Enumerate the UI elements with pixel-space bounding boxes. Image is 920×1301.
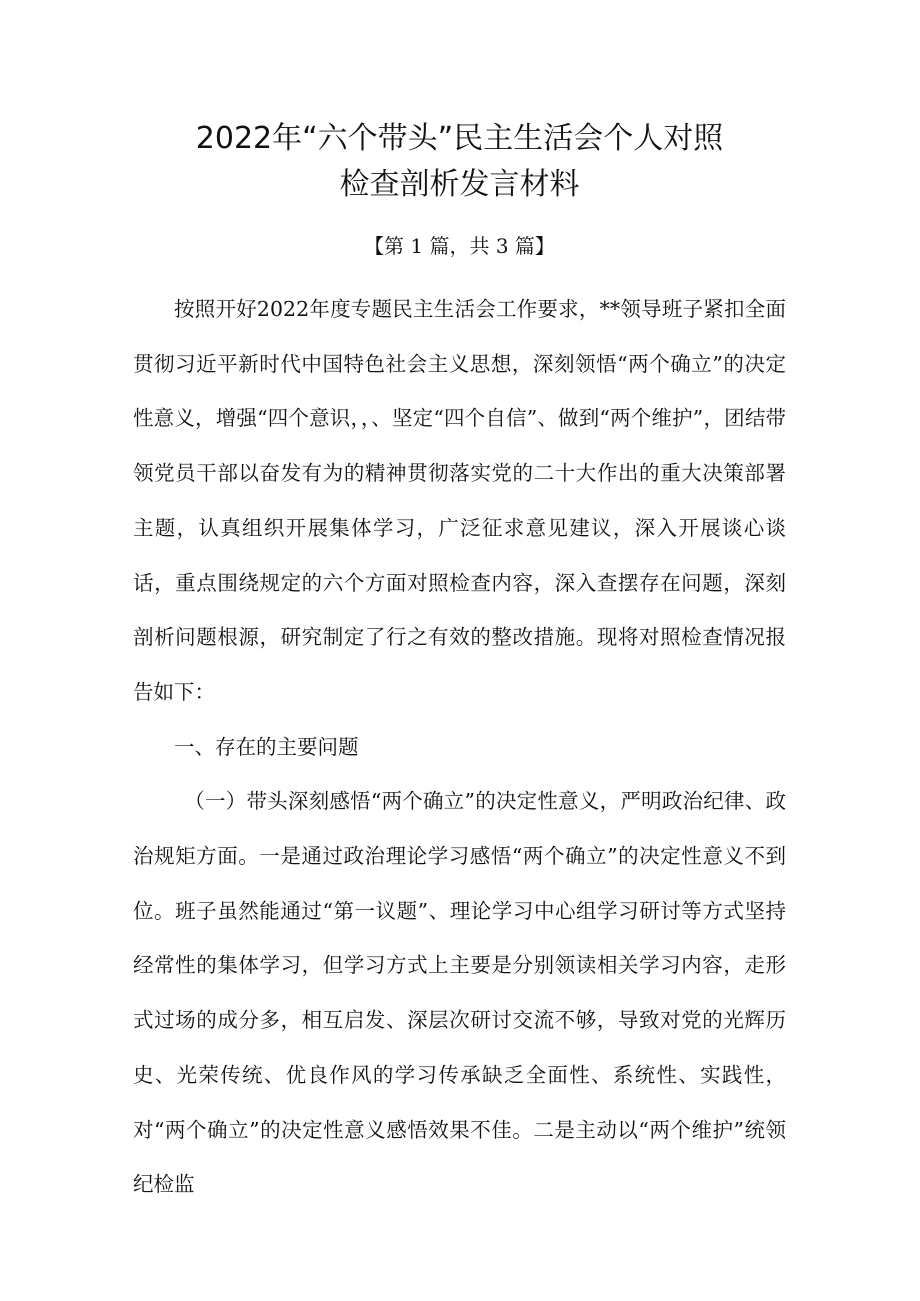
paragraph-subsection-1: （一）带头深刻感悟“两个确立”的决定性意义，严明政治纪律、政治规矩方面。一是通过政治理论学习感悟“两个确立”的决定性意义不到位。班子虽然能通过“第一议题”、理论学习中心组学习研讨等方式坚持经常性的集体学习，但学习方式上主要是分别领读相关学习内容，走形式过场的成分多，相互启发、深层次研讨交流不够，导致对党的光辉历史、光荣传统、优良作风的学习传承缺乏全面性、系统性、实践性，对“两个确立”的决定性意义感悟效果不佳。二是主动以“两个维护”统领纪检监	[133, 789, 786, 1197]
document-body	[133, 282, 786, 1212]
document-title	[133, 116, 786, 208]
title-line-2: 检查剖析发言材料	[339, 167, 580, 202]
paragraph-intro: 按照开好2022年度专题民主生活会工作要求，**领导班子紧扣全面贯彻习近平新时代中国特色社会主义思想，深刻领悟“两个确立”的决定性意义，增强“四个意识，，、坚定“四个自信”、做到“两个维护”，团结带领党员干部以奋发有为的精神贯彻落实党的二十大作出的重大决策部署主题，认真组织开展集体学习，广泛征求意见建议，深入开展谈心谈话，重点围绕规定的六个方面对照检查内容，深入查摆存在问题，深刻剖析问题根源，研究制定了行之有效的整改措施。现将对照检查情况报告如下：	[133, 297, 786, 704]
title-line-1: 2022年“六个带头”民主生活会个人对照	[195, 121, 724, 156]
section-heading: 一、存在的主要问题	[174, 734, 359, 759]
document-subtitle: 【第 1 篇，共 3 篇】	[364, 234, 555, 258]
